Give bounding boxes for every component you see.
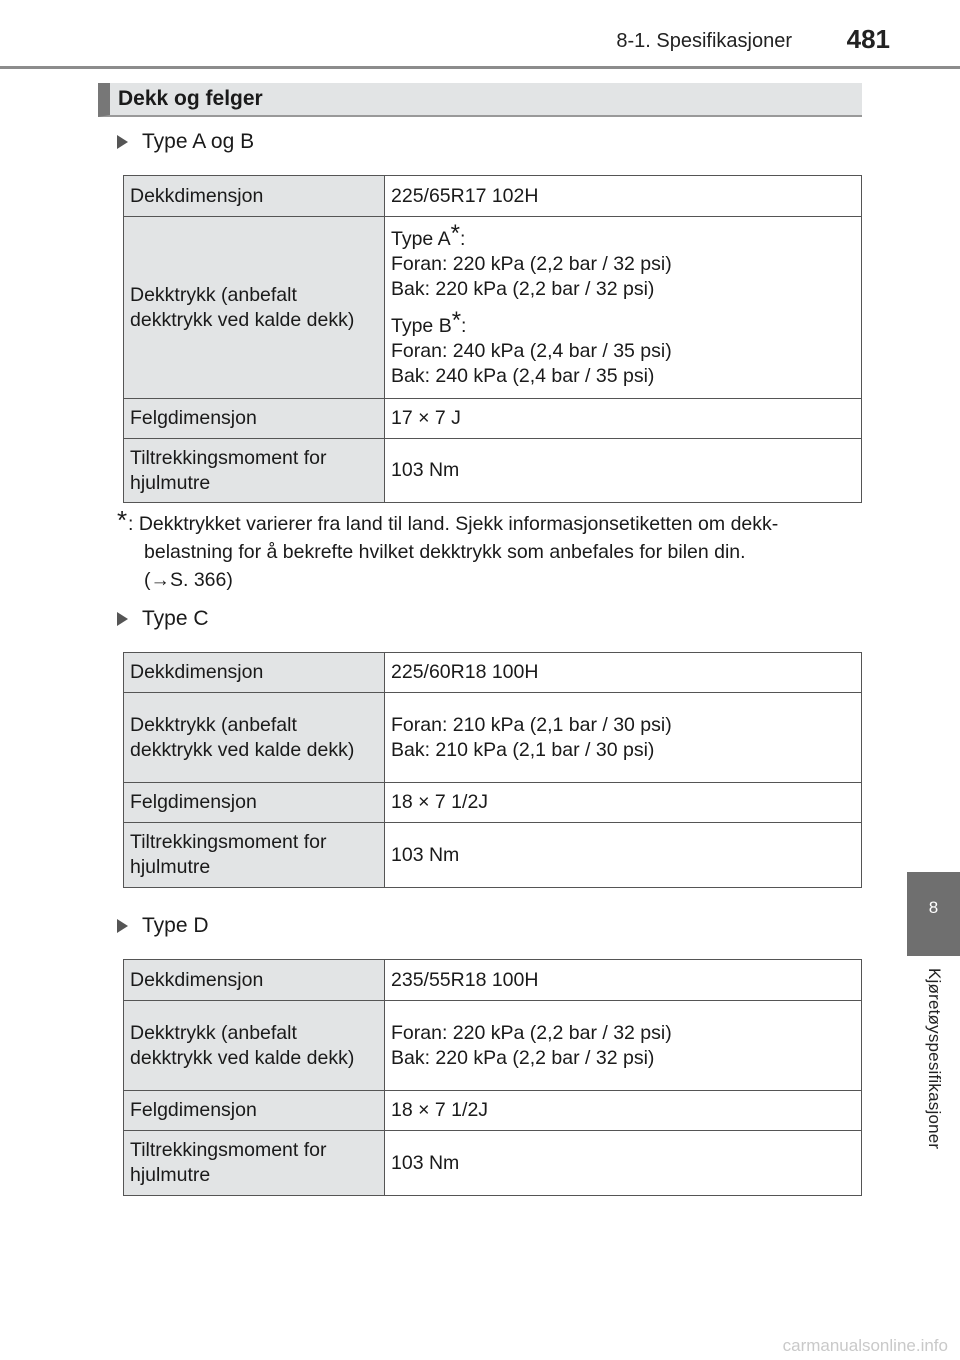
type-a-subheading: Type A*: [391, 219, 466, 250]
section-heading [98, 83, 862, 117]
tire-pressure-value [385, 693, 862, 783]
tire-pressure-value [385, 217, 862, 399]
tire-pressure-label: Dekktrykk (anbefalt dekktrykk ved kalde dekk) [124, 217, 385, 399]
tire-pressure-label: Dekktrykk (anbefalt dekktrykk ved kalde dekk) [124, 1001, 385, 1091]
watermark: carmanualsonline.info [782, 1336, 948, 1355]
table-row [124, 693, 862, 783]
footnote-line: belastning for å bekrefte hvilket dekktrykk som anbefales for bilen din. [144, 541, 746, 563]
type-a-rear-pressure: Bak: 220 kPa (2,2 bar / 32 psi) [391, 277, 655, 300]
chapter-number: 8 [928, 898, 939, 917]
table-row [124, 399, 862, 439]
triangle-bullet-icon [117, 612, 128, 626]
tire-size-label: Dekkdimensjon [124, 176, 385, 217]
lug-nut-torque-value: 103 Nm [385, 823, 862, 888]
type-c-table [123, 652, 862, 888]
tire-size-label: Dekkdimensjon [124, 960, 385, 1001]
rim-size-label: Felgdimensjon [124, 783, 385, 823]
tire-size-label: Dekkdimensjon [124, 653, 385, 693]
tire-pressure-label: Dekktrykk (anbefalt dekktrykk ved kalde dekk) [124, 693, 385, 783]
lug-nut-torque-label: Tiltrekkingsmoment for hjulmutre [124, 439, 385, 503]
type-a-label: Type A [391, 227, 451, 250]
footnote-marker: * [450, 219, 460, 247]
rim-size-value: 18 × 7 1/2J [385, 783, 862, 823]
type-b-front-pressure: Foran: 240 kPa (2,4 bar / 35 psi) [391, 339, 672, 362]
header-section-title: 8-1. Spesifikasjoner [616, 30, 792, 52]
table-row [124, 783, 862, 823]
rear-pressure: Bak: 210 kPa (2,1 bar / 30 psi) [391, 738, 655, 761]
rim-size-value: 17 × 7 J [385, 399, 862, 439]
lug-nut-torque-label: Tiltrekkingsmoment for hjulmutre [124, 1131, 385, 1196]
lug-nut-torque-value: 103 Nm [385, 439, 862, 503]
type-ab-table [123, 175, 862, 503]
chapter-tab[interactable] [907, 872, 960, 956]
type-d-heading-text: Type D [142, 914, 209, 937]
footnote-marker: * [117, 505, 128, 535]
footnote [117, 505, 862, 594]
tire-size-value: 235/55R18 100H [385, 960, 862, 1001]
table-row [124, 1091, 862, 1131]
tire-pressure-value [385, 1001, 862, 1091]
tire-size-value: 225/60R18 100H [385, 653, 862, 693]
footnote-marker: * [451, 306, 462, 334]
table-row [124, 1001, 862, 1091]
type-c-heading [117, 607, 209, 631]
front-pressure: Foran: 220 kPa (2,2 bar / 32 psi) [391, 1021, 672, 1044]
table-row [124, 176, 862, 217]
table-row [124, 217, 862, 399]
section-title: Dekk og felger [118, 87, 263, 110]
chapter-label: Kjøretøyspesifikasjoner [925, 968, 944, 1150]
type-d-table [123, 959, 862, 1196]
footnote-line: : Dekktrykket varierer fra land til land. Sjekk informasjonsetiketten om dekk- [128, 513, 779, 535]
front-pressure: Foran: 210 kPa (2,1 bar / 30 psi) [391, 713, 672, 736]
lug-nut-torque-value: 103 Nm [385, 1131, 862, 1196]
type-c-heading-text: Type C [142, 607, 209, 630]
type-b-subheading: Type B*: [391, 306, 467, 337]
type-d-heading [117, 914, 209, 938]
type-b-label: Type B [391, 314, 452, 337]
table-row [124, 439, 862, 503]
triangle-bullet-icon [117, 135, 128, 149]
triangle-bullet-icon [117, 919, 128, 933]
type-ab-heading-text: Type A og B [142, 130, 255, 153]
page-number: 481 [846, 24, 890, 54]
table-row [124, 653, 862, 693]
lug-nut-torque-label: Tiltrekkingsmoment for hjulmutre [124, 823, 385, 888]
type-ab-heading [117, 130, 254, 154]
header-rule [0, 66, 960, 69]
table-row [124, 960, 862, 1001]
rim-size-value: 18 × 7 1/2J [385, 1091, 862, 1131]
rim-size-label: Felgdimensjon [124, 399, 385, 439]
type-b-rear-pressure: Bak: 240 kPa (2,4 bar / 35 psi) [391, 364, 655, 387]
rear-pressure: Bak: 220 kPa (2,2 bar / 32 psi) [391, 1046, 655, 1069]
footnote-page-reference[interactable]: (→S. 366) [144, 569, 233, 591]
table-row [124, 1131, 862, 1196]
tire-size-value: 225/65R17 102H [385, 176, 862, 217]
table-row [124, 823, 862, 888]
rim-size-label: Felgdimensjon [124, 1091, 385, 1131]
type-a-front-pressure: Foran: 220 kPa (2,2 bar / 32 psi) [391, 252, 672, 275]
